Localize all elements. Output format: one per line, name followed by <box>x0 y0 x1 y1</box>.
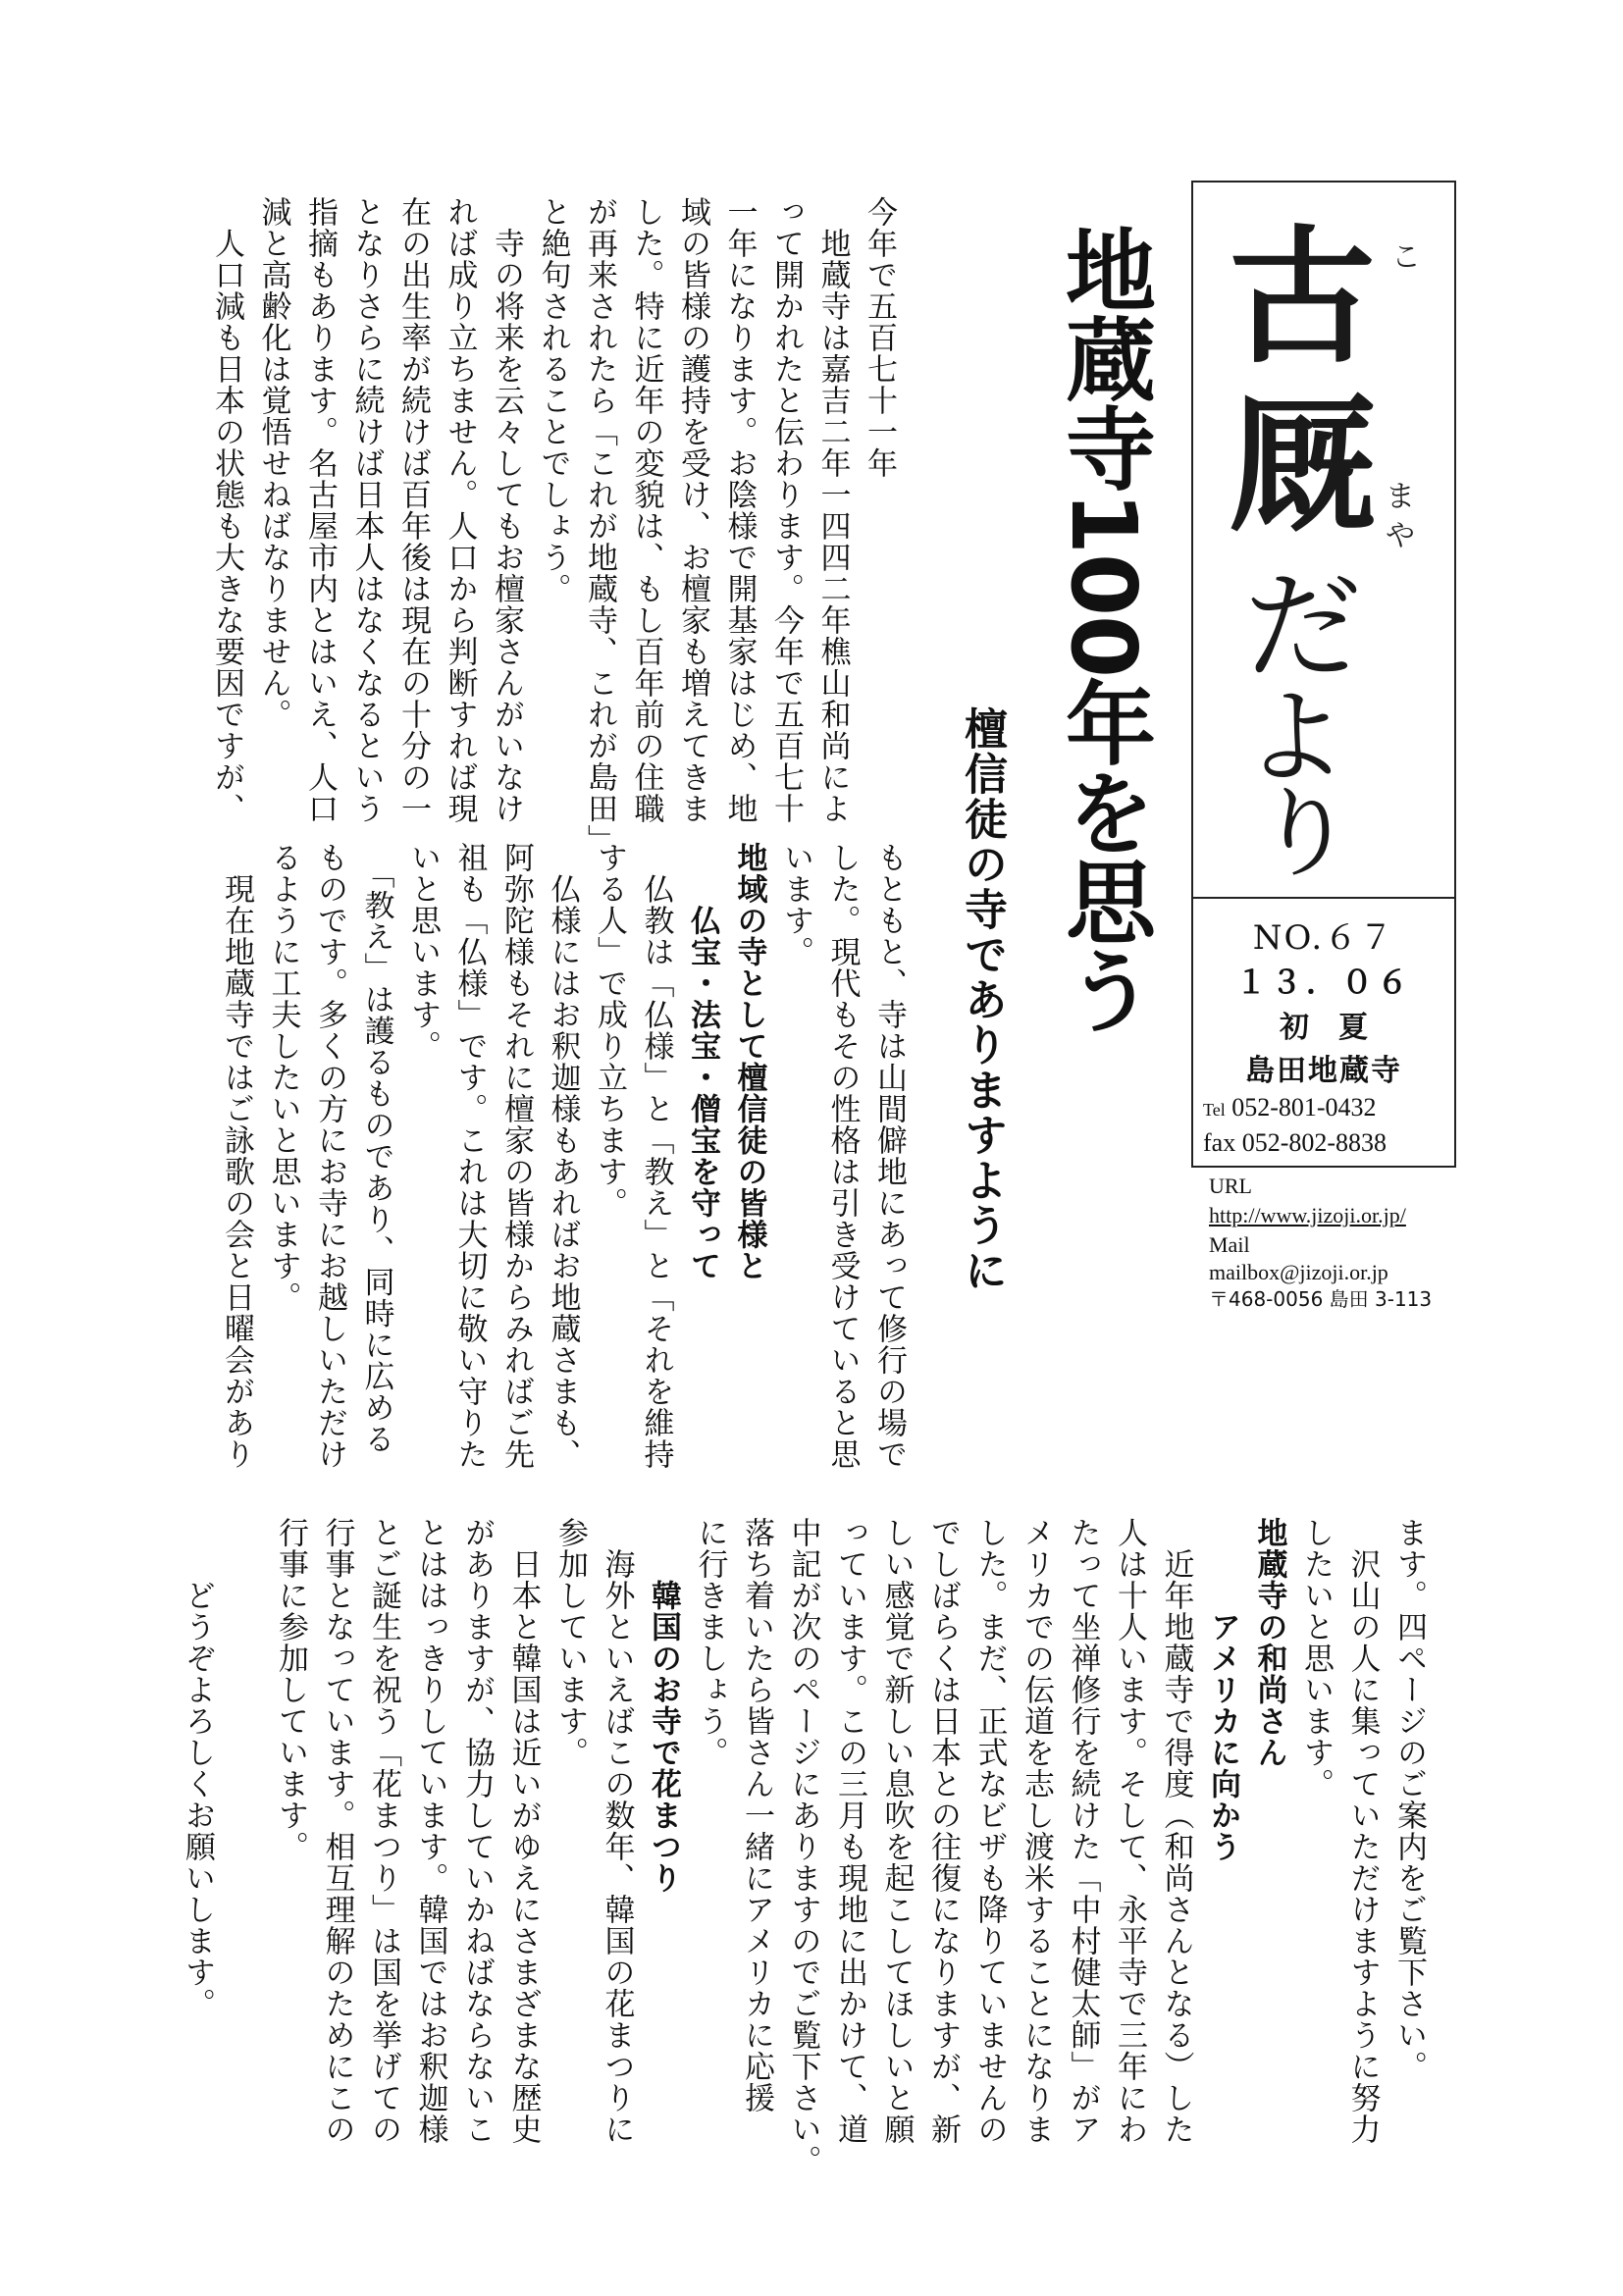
temple-name: 島田地蔵寺 <box>1245 1054 1402 1088</box>
section-heading: 地域の寺として檀信徒の皆様と <box>731 842 767 1281</box>
issue-date: １３．０６ <box>1234 964 1412 1001</box>
title-char: 古 <box>1229 211 1377 384</box>
text-column: メリカでの伝道を志し渡米することになりま <box>1019 1517 1054 2145</box>
text-column: っています。この三月も現地に出かけて、道 <box>832 1517 867 2145</box>
text-column: に行きましょう。 <box>692 1517 728 1768</box>
postal-address: 〒468-0056 島田 3-113 <box>1209 1287 1433 1311</box>
text-column: もともと、寺は山間僻地にあって修行の場で <box>871 842 907 1470</box>
issue-number: NO.６７ <box>1252 918 1395 958</box>
title-char: よ <box>1244 678 1348 798</box>
text-column: 沢山の人に集っていただけますように努力 <box>1344 1517 1381 2145</box>
text-column: 地蔵寺は嘉吉二年一四四二年樵山和尚によ <box>814 196 851 824</box>
text-column: 落ち着いたら皆さん一緒にアメリカに応援 <box>739 1517 774 2113</box>
text-column: 仏様にはお釈迦様もあればお地蔵さまも、 <box>545 842 581 1470</box>
phone-number: 052-801-0432 <box>1231 1093 1377 1122</box>
masthead-divider <box>1191 897 1456 899</box>
text-column: 参加しています。 <box>552 1517 588 1768</box>
text-column: 行事となっています。相互理解のためにこの <box>319 1517 355 2145</box>
title-char: 厩 <box>1229 380 1377 552</box>
section-heading: 韓国のお寺で花まつり <box>646 1517 681 1894</box>
text-column: がありますが、協力していかねばならないこ <box>459 1517 495 2145</box>
tel-label: Tel <box>1203 1100 1226 1120</box>
text-column: する人」で成り立ちます。 <box>592 842 627 1219</box>
text-column: どうぞよろしくお願いします。 <box>180 1517 215 2019</box>
title-char: り <box>1256 776 1354 891</box>
text-column: 阿弥陀様もそれに檀家の皆様からみればご先 <box>498 842 534 1470</box>
text-column: 中記が次のページにありますのでご覧下さい。 <box>785 1517 821 2176</box>
text-column: 今年で五百七十一年 <box>862 196 897 479</box>
text-column: 「教え」は護るものであり、同時に広める <box>358 842 394 1455</box>
text-column: と絶句されることでしょう。 <box>535 196 571 604</box>
mail-label: Mail <box>1209 1232 1250 1257</box>
url-label: URL <box>1209 1174 1252 1198</box>
title-ruby: こ <box>1391 240 1421 275</box>
text-column: 寺の将来を云々してもお檀家さんがいなけ <box>489 196 524 824</box>
text-column: 人は十人います。そして、永平寺で三年にわ <box>1112 1517 1147 2145</box>
text-column: います。 <box>778 842 813 967</box>
text-column: 在の出生率が続けば百年後は現在の十分の一 <box>395 196 431 824</box>
text-column: しい感覚で新しい息吹を起こしてほしいと願 <box>878 1517 915 2145</box>
text-column: した。特に近年の変貌は、もし百年前の住職 <box>628 196 664 824</box>
text-column: が再来されたら「これが地蔵寺、これが島田」 <box>582 196 617 856</box>
text-column: 減と高齢化は覚悟せねばなりません。 <box>255 196 291 730</box>
text-column: 現在地蔵寺ではご詠歌の会と日曜会があり <box>219 842 254 1470</box>
text-column: 祖も「仏様」です。これは大切に敬い守りた <box>451 842 488 1470</box>
title-char: だ <box>1244 559 1362 696</box>
text-column: したいと思います。 <box>1298 1517 1334 1800</box>
text-column: とご誕生を祝う「花まつり」は国を挙げての <box>366 1517 401 2145</box>
text-column: 指摘もあります。名古屋市内とはいえ、人口 <box>302 196 338 824</box>
text-column: した。まだ、正式なビザも降りていませんの <box>971 1517 1008 2145</box>
website-link[interactable]: http://www.jizoji.or.jp/ <box>1209 1203 1406 1227</box>
text-column: でしばらくは日本との往復になりますが、新 <box>925 1517 961 2145</box>
title-ruby: や <box>1386 519 1415 553</box>
title-ruby: ま <box>1386 480 1415 514</box>
fax-number: fax 052-802-8838 <box>1203 1128 1387 1157</box>
phone-line <box>1203 1093 1448 1122</box>
text-column: 近年地蔵寺で得度（和尚さんとなる）した <box>1158 1517 1194 2145</box>
section-heading: 地蔵寺の和尚さん <box>1251 1517 1287 1768</box>
text-column: ものです。多くの方にお寺にお越しいただけ <box>312 842 347 1470</box>
text-column: とははっきりしています。韓国ではお釈迦様 <box>412 1517 448 2145</box>
text-column: 行事に参加しています。 <box>273 1517 308 1862</box>
text-column: 人口減も日本の状態も大きな要因ですが、 <box>209 196 244 824</box>
text-column: ます。四ページのご案内をご覧下さい。 <box>1391 1517 1427 2082</box>
text-column: 域の皆様の護持を受け、お檀家も増えてきま <box>675 196 710 824</box>
text-column: した。現代もその性格は引き受けていると思 <box>824 842 861 1470</box>
issue-season: 初 夏 <box>1280 1011 1368 1045</box>
section-heading: 仏宝・法宝・僧宝を守って <box>685 842 720 1281</box>
text-column: 海外といえばこの数年、韓国の花まつりに <box>599 1517 635 2145</box>
section-heading: アメリカに向かう <box>1205 1517 1240 1862</box>
text-column: いと思います。 <box>405 842 441 1062</box>
text-column: 一年になります。お陰様で開基家はじめ、地 <box>721 196 758 824</box>
text-column: るように工夫したいと思います。 <box>265 842 301 1313</box>
text-column: 仏教は「仏様」と「教え」と「それを維持 <box>638 842 674 1470</box>
text-column: れば成り立ちません。人口から判断すれば現 <box>442 196 478 824</box>
text-column: たって坐禅修行を続けた「中村健太師」がア <box>1065 1517 1101 2145</box>
text-column: 日本と韓国は近いがゆえにさまざまな歴史 <box>505 1517 542 2145</box>
text-column: となりさらに続けば日本人はなくなるという <box>348 196 385 824</box>
headline: 地蔵寺100年を思う <box>1051 224 1156 1035</box>
email-address[interactable]: mailbox@jizoji.or.jp <box>1209 1260 1388 1284</box>
text-column: って開かれたと伝わります。今年で五百七十 <box>768 196 804 824</box>
subheadline: 檀信徒の寺でありますように <box>957 706 1007 1293</box>
